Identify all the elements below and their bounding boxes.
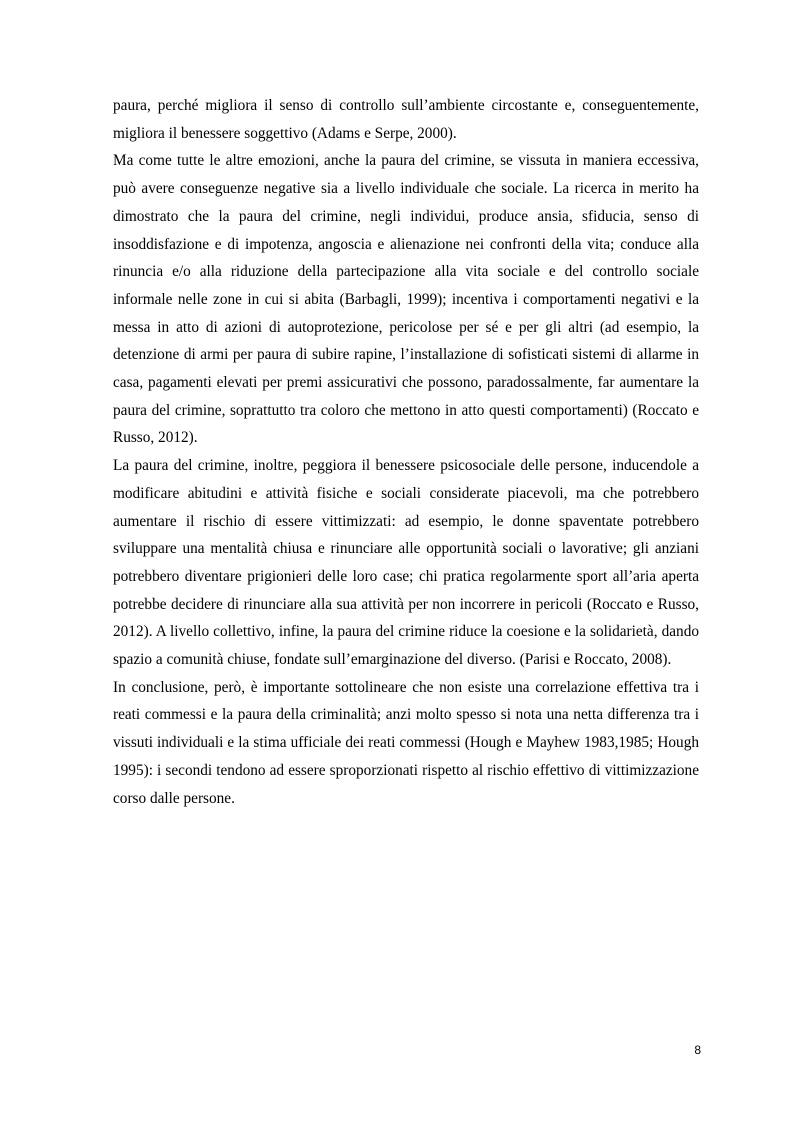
paragraph-2: Ma come tutte le altre emozioni, anche la paura del crimine, se vissuta in maniera eccessiva, può avere conseguenze negative sia a livello individuale che sociale. La ricerca in merito ha dimostrato che la paura del crimine, negli individui, produce ansia, sfiducia, senso di insoddisfazione e di impotenza, angoscia e alienazione nei confronti della vita; conduce alla rinuncia e/o alla riduzione della partecipazione alla vita sociale e del controllo sociale informale nelle zone in cui si abita (Barbagli, 1999); incentiva i comportamenti negativi e la messa in atto di azioni di autoprotezione, pericolose per sé e per gli altri (ad esempio, la detenzione di armi per paura di subire rapine, l’installazione di sofisticati sistemi di allarme in casa, pagamenti elevati per premi assicurativi che possono, paradossalmente, far aumentare la paura del crimine, soprattutto tra coloro che mettono in atto questi comportamenti) (Roccato e Russo, 2012).	[113, 152, 699, 447]
page-number: 8	[694, 1043, 701, 1057]
paragraph-1: paura, perché migliora il senso di controllo sull’ambiente circostante e, conseguentemente, migliora il benessere soggettivo (Adams e Serpe, 2000).	[113, 97, 699, 142]
paragraph-3: La paura del crimine, inoltre, peggiora il benessere psicosociale delle persone, inducendole a modificare abitudini e attività fisiche e sociali considerate piacevoli, ma che potrebbero aumentare il rischio di essere vittimizzati: ad esempio, le donne spaventate potrebbero sviluppare una mentalità chiusa e rinunciare alle opportunità sociali o lavorative; gli anziani potrebbero diventare prigionieri delle loro case; chi pratica regolarmente sport all’aria aperta potrebbe decidere di rinunciare alla sua attività per non incorrere in pericoli (Roccato e Russo, 2012). A livello collettivo, infine, la paura del crimine riduce la coesione e la solidarietà, dando spazio a comunità chiuse, fondate sull’emarginazione del diverso. (Parisi e Roccato, 2008).	[113, 457, 699, 669]
paragraph-4: In conclusione, però, è importante sottolineare che non esiste una correlazione effettiva tra i reati commessi e la paura della criminalità; anzi molto spesso si nota una netta differenza tra i vissuti individuali e la stima ufficiale dei reati commessi (Hough e Mayhew 1983,1985; Hough 1995): i secondi tendono ad essere sproporzionati rispetto al rischio effettivo di vittimizzazione corso dalle persone.	[113, 678, 699, 807]
body-text	[113, 92, 699, 812]
